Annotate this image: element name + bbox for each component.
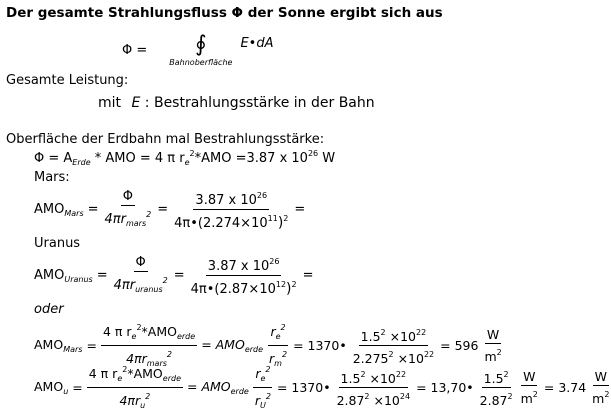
oberflaeche-equation bbox=[34, 149, 335, 167]
uranus2-frac1: $\frac{4 \pi r_e^2*AMO_{erde}}{4\pi r_u^2}$ bbox=[87, 362, 183, 413]
uranus2-eq: = bbox=[72, 380, 83, 395]
leistung-definition bbox=[98, 95, 375, 111]
uranus-amo: $AMO_{Uranus}$ bbox=[34, 267, 93, 284]
oberflaeche-label: Oberfläche der Erdbahn mal Bestrahlungsstärke: bbox=[6, 132, 325, 147]
mars-tail: = bbox=[294, 202, 306, 217]
eq-mid: * AMO = 4 π r bbox=[90, 151, 185, 166]
uranus2-equation bbox=[34, 362, 611, 413]
mars2-frac2: $\frac{r_e^2}{r_m^2}$ bbox=[267, 320, 289, 371]
uranus2-unit2: $\frac{W}{m^2}$ bbox=[592, 369, 610, 406]
E-symbol: E bbox=[131, 95, 141, 111]
mars2-eq: = bbox=[86, 338, 97, 353]
integral-lhs: Φ = bbox=[122, 43, 148, 58]
eq-unit: W bbox=[318, 151, 336, 166]
mars-eq: = bbox=[87, 202, 99, 217]
heading: Der gesamte Strahlungsfluss Φ der Sonne ergibt sich aus bbox=[6, 5, 443, 21]
uranus2-eq5: = 3.74 bbox=[543, 380, 587, 395]
eq-lhs: Φ = A bbox=[34, 151, 73, 166]
mars2-eq3: = 1370• bbox=[293, 338, 347, 353]
mars-label: Mars: bbox=[34, 170, 70, 185]
mars2-eq4: = 596 bbox=[440, 338, 479, 353]
contour-integral-icon: ∮ bbox=[195, 32, 207, 57]
eq-mid-sub: e bbox=[184, 158, 190, 167]
mars2-eq2: = $AMO_{erde}$ bbox=[201, 337, 264, 354]
mars-equation bbox=[34, 188, 305, 231]
leistung-label: Gesamte Leistung: bbox=[6, 73, 129, 88]
uranus2-eq2: = $AMO_{erde}$ bbox=[187, 379, 249, 396]
uranus-label: Uranus bbox=[34, 236, 81, 251]
uranus-equation bbox=[34, 254, 314, 297]
eq-mid-sup: 2 bbox=[189, 149, 195, 158]
uranus2-eq4: = 13,70• bbox=[416, 380, 474, 395]
mars-amo: $AMO_{Mars}$ bbox=[34, 201, 84, 218]
integral-sign-group bbox=[169, 34, 232, 67]
uranus2-frac3: $\frac{1.5^2 \times 10^{22}}{2.87^2 \times 10^{24}}$ bbox=[335, 367, 412, 408]
integral-subscript: Bahnoberfläche bbox=[169, 58, 233, 67]
uranus2-eq3: = 1370• bbox=[276, 380, 331, 395]
mars2-unit: $\frac{W}{m^2}$ bbox=[484, 327, 502, 364]
oder-text: oder bbox=[34, 302, 64, 317]
integral-equation bbox=[122, 34, 273, 67]
integral-integrand: E•dA bbox=[240, 36, 274, 51]
eq-lhs-sub: Erde bbox=[72, 158, 91, 167]
uranus-frac-values: $\frac{3.87 x 10^{26}}{4\pi•(2.87\times 10^{12})^2}$ bbox=[189, 254, 299, 297]
mars2-amo: $AMO_{Mars}$ bbox=[34, 337, 83, 354]
eq-exp: 26 bbox=[307, 149, 319, 158]
uranus-eq: = bbox=[96, 268, 108, 283]
mit-word: mit bbox=[98, 95, 122, 111]
uranus-eq-2: = bbox=[173, 268, 185, 283]
uranus-tail: = bbox=[302, 268, 314, 283]
uranus2-frac2: $\frac{r_e^2}{r_U^2}$ bbox=[253, 362, 273, 413]
mars-eq-2: = bbox=[157, 202, 169, 217]
mars-frac-values: $\frac{3.87 x 10^{26}}{4\pi•(2.274\times 10^{11})^2}$ bbox=[172, 188, 290, 231]
mars-frac-phi: $\frac{\Phi}{4\pi r_{mars}^2}$ bbox=[104, 188, 152, 228]
eq-rest: *AMO =3.87 x 10 bbox=[194, 151, 308, 166]
uranus2-amo: $AMO_u$ bbox=[34, 379, 69, 396]
uranus-frac-phi: $\frac{\Phi}{4\pi r_{uranus}^2}$ bbox=[113, 254, 168, 294]
E-description: : Bestrahlungsstärke in der Bahn bbox=[144, 95, 375, 111]
mars2-frac3: $\frac{1.5^2 \times 10^{22}}{2.275^2 \times 10^{22}}$ bbox=[351, 325, 436, 366]
uranus2-unit1: $\frac{W}{m^2}$ bbox=[520, 369, 538, 406]
mars2-frac1: $\frac{4 \pi r_e^2*AMO_{erde}}{4\pi r_{mars}^2}$ bbox=[101, 320, 197, 371]
uranus2-frac4: $\frac{1.5^2}{2.87^2}$ bbox=[478, 367, 515, 408]
